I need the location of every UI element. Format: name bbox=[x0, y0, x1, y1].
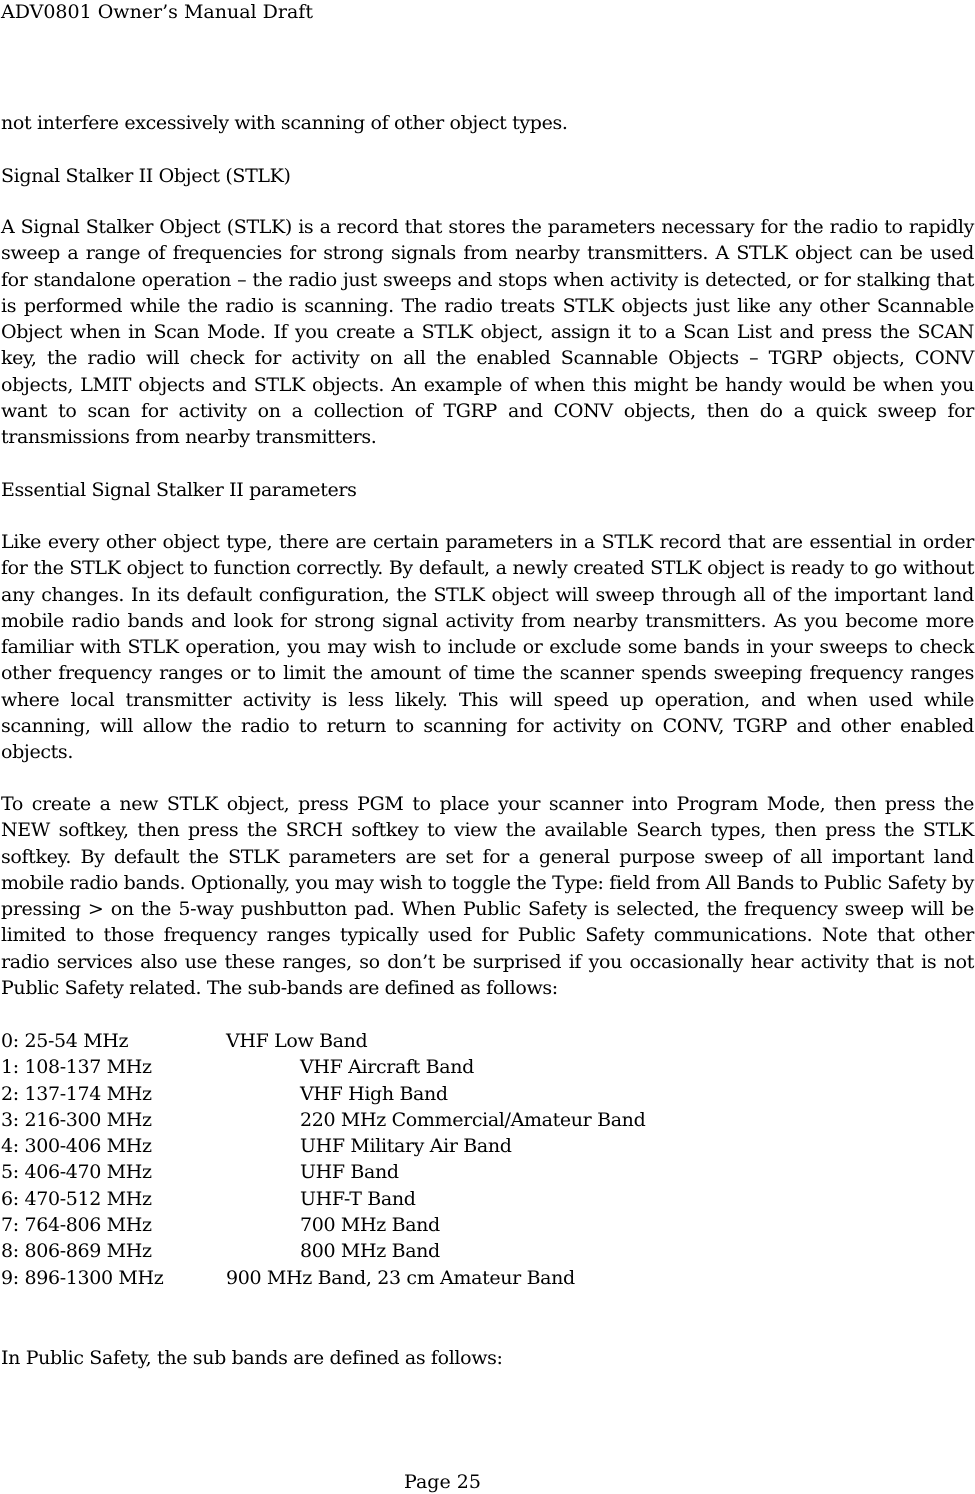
band-name: 900 MHz Band, 23 cm Amateur Band bbox=[226, 1266, 575, 1289]
band-range: 0: 25-54 MHz bbox=[1, 1030, 129, 1052]
band-range: 9: 896-1300 MHz bbox=[1, 1266, 164, 1289]
band-name: UHF Band bbox=[300, 1161, 399, 1184]
band-range: 1: 108-137 MHz bbox=[1, 1056, 152, 1079]
section-heading-essential-parameters: Essential Signal Stalker II parameters bbox=[1, 479, 357, 501]
band-name: 220 MHz Commercial/Amateur Band bbox=[300, 1108, 646, 1131]
band-name: VHF Low Band bbox=[226, 1030, 368, 1052]
band-range: 5: 406-470 MHz bbox=[1, 1161, 152, 1184]
band-range: 3: 216-300 MHz bbox=[1, 1108, 152, 1131]
stlk-description-paragraph: A Signal Stalker Object (STLK) is a record that stores the parameters necessary for the radio to rapidly sweep a range of frequencies for strong signals from nearby transmitters. A STLK object can be used for standalone operation – the radio just sweeps and stops when activity is detected, or for stalking that is performed while the radio is scanning. The radio treats STLK objects just like any other Scannable Object when in Scan Mode. If you create a STLK object, assign it to a Scan List and press the SCAN key, the radio will check for activity on all the enabled Scannable Objects – TGRP objects, CONV objects, LMIT objects and STLK objects. An example of when this might be handy would be when you want to scan for activity on a collection of TGRP and CONV objects, then do a quick sweep for transmissions from nearby transmitters. bbox=[1, 216, 974, 449]
band-name: VHF High Band bbox=[300, 1082, 448, 1105]
band-range: 7: 764-806 MHz bbox=[1, 1214, 152, 1237]
create-stlk-paragraph: To create a new STLK object, press PGM to place your scanner into Program Mode, then press the NEW softkey, then press the SRCH softkey to view the available Search types, then press the STLK softkey. By default the STLK parameters are set for a general purpose sweep of all important land mobile radio bands. Optionally, you may wish to toggle the Type: field from All Bands to Public Safety by pressing > on the 5-way pushbutton pad. When Public Safety is selected, the frequency sweep will be limited to those frequency ranges typically used for Public Safety communications. Note that other radio services also use these ranges, so don’t be surprised if you occasionally hear activity that is not Public Safety related. The sub-bands are defined as follows: bbox=[1, 793, 974, 1000]
band-range: 8: 806-869 MHz bbox=[1, 1240, 152, 1263]
band-name: 700 MHz Band bbox=[300, 1214, 440, 1237]
band-range: 2: 137-174 MHz bbox=[1, 1082, 152, 1105]
band-range: 4: 300-406 MHz bbox=[1, 1135, 152, 1158]
band-range: 6: 470-512 MHz bbox=[1, 1187, 152, 1210]
public-safety-intro: In Public Safety, the sub bands are defined as follows: bbox=[1, 1347, 503, 1369]
parameters-paragraph: Like every other object type, there are certain parameters in a STLK record that are essential in order for the STLK object to function correctly. By default, a newly created STLK object is ready to go without any changes. In its default configuration, the STLK object will sweep through all of the important land mobile radio bands and look for strong signal activity from nearby transmitters. As you become more familiar with STLK operation, you may wish to include or exclude some bands in your sweeps to check other frequency ranges or to limit the amount of time the scanner spends sweeping frequency ranges where local transmitter activity is less likely. This will speed up operation, and when used while scanning, will allow the radio to return to scanning for activity on CONV, TGRP and other enabled objects. bbox=[1, 531, 974, 764]
band-name: 800 MHz Band bbox=[300, 1240, 440, 1263]
band-name: UHF-T Band bbox=[300, 1187, 416, 1210]
section-heading-stlk-object: Signal Stalker II Object (STLK) bbox=[1, 165, 291, 187]
running-header: ADV0801 Owner’s Manual Draft bbox=[1, 1, 313, 23]
intro-fragment: not interfere excessively with scanning of other object types. bbox=[1, 112, 568, 134]
band-name: UHF Military Air Band bbox=[300, 1135, 512, 1158]
band-name: VHF Aircraft Band bbox=[300, 1056, 474, 1079]
page-number: Page 25 bbox=[404, 1471, 481, 1493]
